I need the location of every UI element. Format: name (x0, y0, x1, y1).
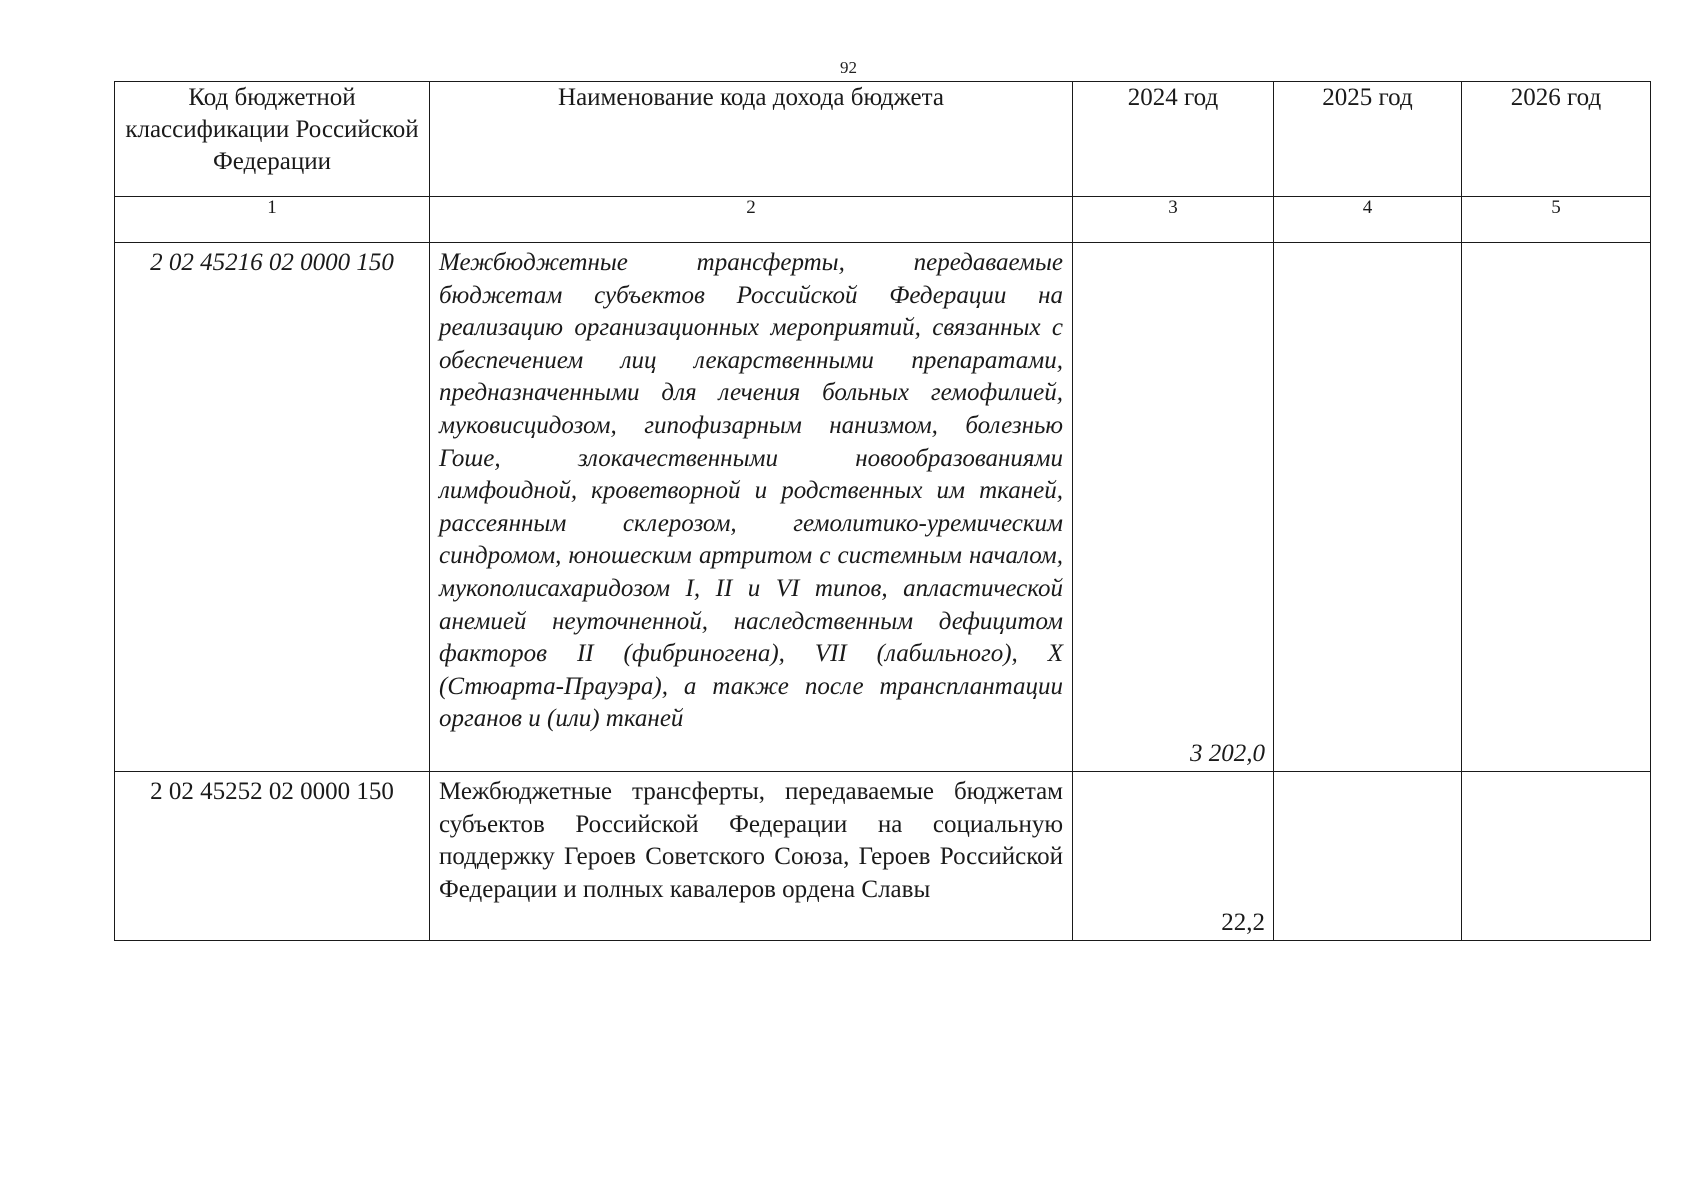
column-number: 3 (1073, 197, 1274, 243)
value-2025 (1274, 772, 1462, 941)
value-2026 (1462, 772, 1651, 941)
budget-code: 2 02 45216 02 0000 150 (115, 243, 430, 772)
income-name: Межбюджетные трансферты, передаваемые бюджетам субъектов Российской Федерации на социальную поддержку Героев Советского Союза, Героев Российской Федерации и полных кавалеров ордена Славы (430, 772, 1073, 941)
table-row (115, 772, 1651, 941)
column-number: 2 (430, 197, 1073, 243)
value-2024: 22,2 (1073, 772, 1274, 941)
value-2026 (1462, 243, 1651, 772)
income-name: Межбюджетные трансферты, передаваемые бюджетам субъектов Российской Федерации на реализацию организационных мероприятий, связанных с обеспечением лиц лекарственными препаратами, предназначенными для лечения больных гемофилией, муковисцидозом, гипофизарным нанизмом, болезнью Гоше, злокачественными новообразованиями лимфоидной, кроветворной и родственных им тканей, рассеянным склерозом, гемолитико-уремическим синдромом, юношеским артритом с системным началом, мукополисахаридозом I, II и VI типов, апластической анемией неуточненной, наследственным дефицитом факторов II (фибриногена), VII (лабильного), X (Стюарта-Прауэра), а также после трансплантации органов и (или) тканей (430, 243, 1073, 772)
header-2025: 2025 год (1274, 82, 1462, 197)
header-name: Наименование кода дохода бюджета (430, 82, 1073, 197)
table-header-row (115, 82, 1651, 197)
value-2025 (1274, 243, 1462, 772)
header-code: Код бюджетной классификации Российской Федерации (115, 82, 430, 197)
budget-table (114, 81, 1651, 941)
page-number: 92 (840, 58, 857, 77)
table-row (115, 243, 1651, 772)
column-number: 5 (1462, 197, 1651, 243)
column-number-row (115, 197, 1651, 243)
column-number: 4 (1274, 197, 1462, 243)
value-2024: 3 202,0 (1073, 243, 1274, 772)
header-2026: 2026 год (1462, 82, 1651, 197)
header-2024: 2024 год (1073, 82, 1274, 197)
column-number: 1 (115, 197, 430, 243)
budget-code: 2 02 45252 02 0000 150 (115, 772, 430, 941)
